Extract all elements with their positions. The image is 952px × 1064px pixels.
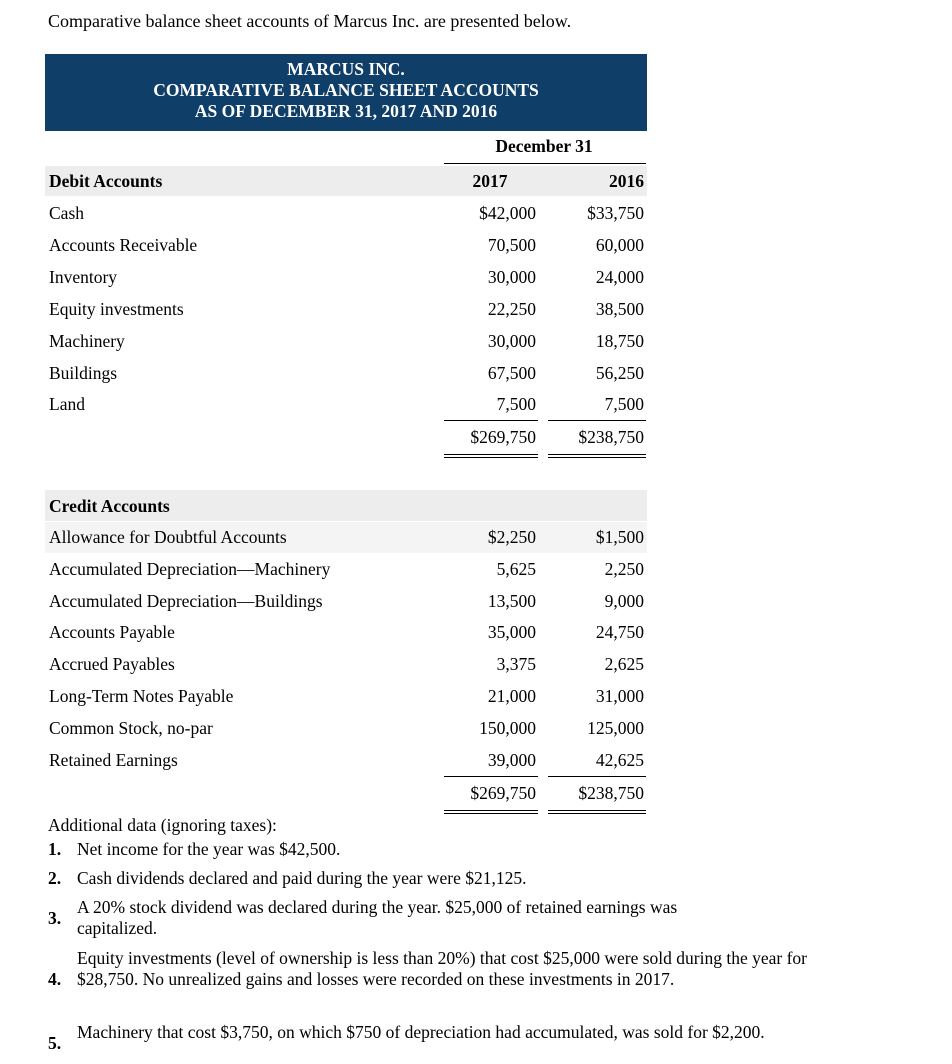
additional-item-3	[48, 897, 748, 939]
item-text: A 20% stock dividend was declared during the year. $25,000 of retained earnings was capitalized.	[77, 897, 678, 938]
debit-heading: Debit Accounts	[49, 171, 163, 191]
debit-row-2017: 30,000	[487, 267, 536, 287]
year-2017-header: 2017	[472, 171, 508, 191]
credit-total-double-rule-2016	[548, 810, 646, 814]
credit-row-2016: 42,625	[595, 750, 644, 770]
credit-row-label: Retained Earnings	[49, 750, 178, 770]
debit-row-label: Land	[49, 394, 85, 414]
statement-date: AS OF DECEMBER 31, 2017 AND 2016	[194, 101, 498, 121]
debit-row-2016: 18,750	[595, 331, 644, 351]
credit-subtotal-rule-2017	[444, 776, 538, 777]
debit-row-2017: 30,000	[487, 331, 536, 351]
debit-row-2017: 67,500	[487, 363, 536, 383]
credit-row-2016: 125,000	[587, 718, 644, 738]
debit-row-2016: 38,500	[595, 299, 644, 319]
credit-row-2017: 21,000	[487, 686, 536, 706]
credit-row-label: Long-Term Notes Payable	[49, 686, 234, 706]
column-group-header: December 31	[495, 136, 593, 156]
credit-row-label: Common Stock, no-par	[49, 718, 213, 738]
credit-row-2017: 39,000	[487, 750, 536, 770]
item-text: Machinery that cost $3,750, on which $750 of depreciation had accumulated, was sold for $2,200.	[77, 1022, 765, 1042]
debit-row-2017: $42,000	[479, 203, 536, 223]
item-text: Net income for the year was $42,500.	[77, 839, 341, 859]
additional-item-5	[48, 1022, 808, 1053]
item-text: Cash dividends declared and paid during the year were $21,125.	[77, 868, 527, 888]
credit-total-2017: $269,750	[470, 783, 536, 803]
credit-row-2016: 9,000	[604, 591, 644, 611]
credit-row-2017: 5,625	[496, 559, 536, 579]
debit-row-label: Accounts Receivable	[49, 235, 198, 255]
debit-total-double-rule-2016	[548, 454, 646, 458]
item-number: 3.	[48, 908, 62, 928]
debit-row-label: Inventory	[49, 267, 118, 287]
debit-row-2016: 60,000	[595, 235, 644, 255]
debit-row-2016: 24,000	[595, 267, 644, 287]
credit-row-2017: 3,375	[496, 654, 536, 674]
debit-total-2016: $238,750	[578, 427, 644, 447]
debit-subtotal-rule-2016	[548, 420, 646, 421]
debit-row-label: Cash	[49, 203, 84, 223]
statement-title: COMPARATIVE BALANCE SHEET ACCOUNTS	[153, 80, 539, 100]
credit-total-double-rule-2017	[444, 810, 538, 814]
statement-header	[45, 54, 647, 131]
credit-subtotal-rule-2016	[548, 776, 646, 777]
item-number: 4.	[48, 969, 62, 989]
item-number: 5.	[48, 1033, 62, 1053]
debit-row-label: Equity investments	[49, 299, 184, 319]
credit-row-label: Accounts Payable	[49, 622, 175, 642]
credit-row-2017: 150,000	[479, 718, 536, 738]
debit-row-2016: 7,500	[604, 394, 644, 414]
debit-row-2016: $33,750	[587, 203, 644, 223]
debit-total-2017: $269,750	[470, 427, 536, 447]
item-number: 1.	[48, 839, 62, 859]
credit-row-2016: 24,750	[595, 622, 644, 642]
debit-row-label: Machinery	[49, 331, 125, 351]
credit-row-2017: $2,250	[487, 527, 536, 547]
debit-subtotal-rule-2017	[444, 420, 538, 421]
credit-row-2017: 35,000	[487, 622, 536, 642]
debit-row-2016: 56,250	[595, 363, 644, 383]
debit-row-label: Buildings	[49, 363, 118, 383]
credit-total-2016: $238,750	[578, 783, 644, 803]
debit-row-2017: 7,500	[496, 394, 536, 414]
credit-row-2016: 31,000	[595, 686, 644, 706]
item-text: Equity investments (level of ownership is less than 20%) that cost $25,000 were sold during the year for $28,750. No unrealized gains and losses were recorded on these investments in 2017.	[77, 948, 807, 989]
credit-row-2016: 2,250	[604, 559, 644, 579]
debit-row-2017: 70,500	[487, 235, 536, 255]
credit-row-label: Accrued Payables	[49, 654, 175, 674]
debit-row-2017: 22,250	[487, 299, 536, 319]
company-name: MARCUS INC.	[287, 59, 405, 79]
additional-item-2	[48, 868, 808, 889]
intro-text: Comparative balance sheet accounts of Marcus Inc. are presented below.	[48, 11, 572, 31]
credit-row-2016: $1,500	[595, 527, 644, 547]
credit-row-label: Allowance for Doubtful Accounts	[49, 527, 287, 547]
column-group-rule	[444, 163, 646, 164]
item-number: 2.	[48, 868, 62, 888]
additional-item-1	[48, 839, 808, 860]
additional-data-heading: Additional data (ignoring taxes):	[48, 815, 277, 835]
credit-heading: Credit Accounts	[49, 496, 170, 516]
credit-row-label: Accumulated Depreciation—Machinery	[49, 559, 331, 579]
year-2016-header: 2016	[609, 171, 644, 191]
debit-total-double-rule-2017	[444, 454, 538, 458]
credit-row-label: Accumulated Depreciation—Buildings	[49, 591, 323, 611]
credit-row-2017: 13,500	[487, 591, 536, 611]
credit-row-2016: 2,625	[604, 654, 644, 674]
additional-item-4	[48, 948, 808, 990]
